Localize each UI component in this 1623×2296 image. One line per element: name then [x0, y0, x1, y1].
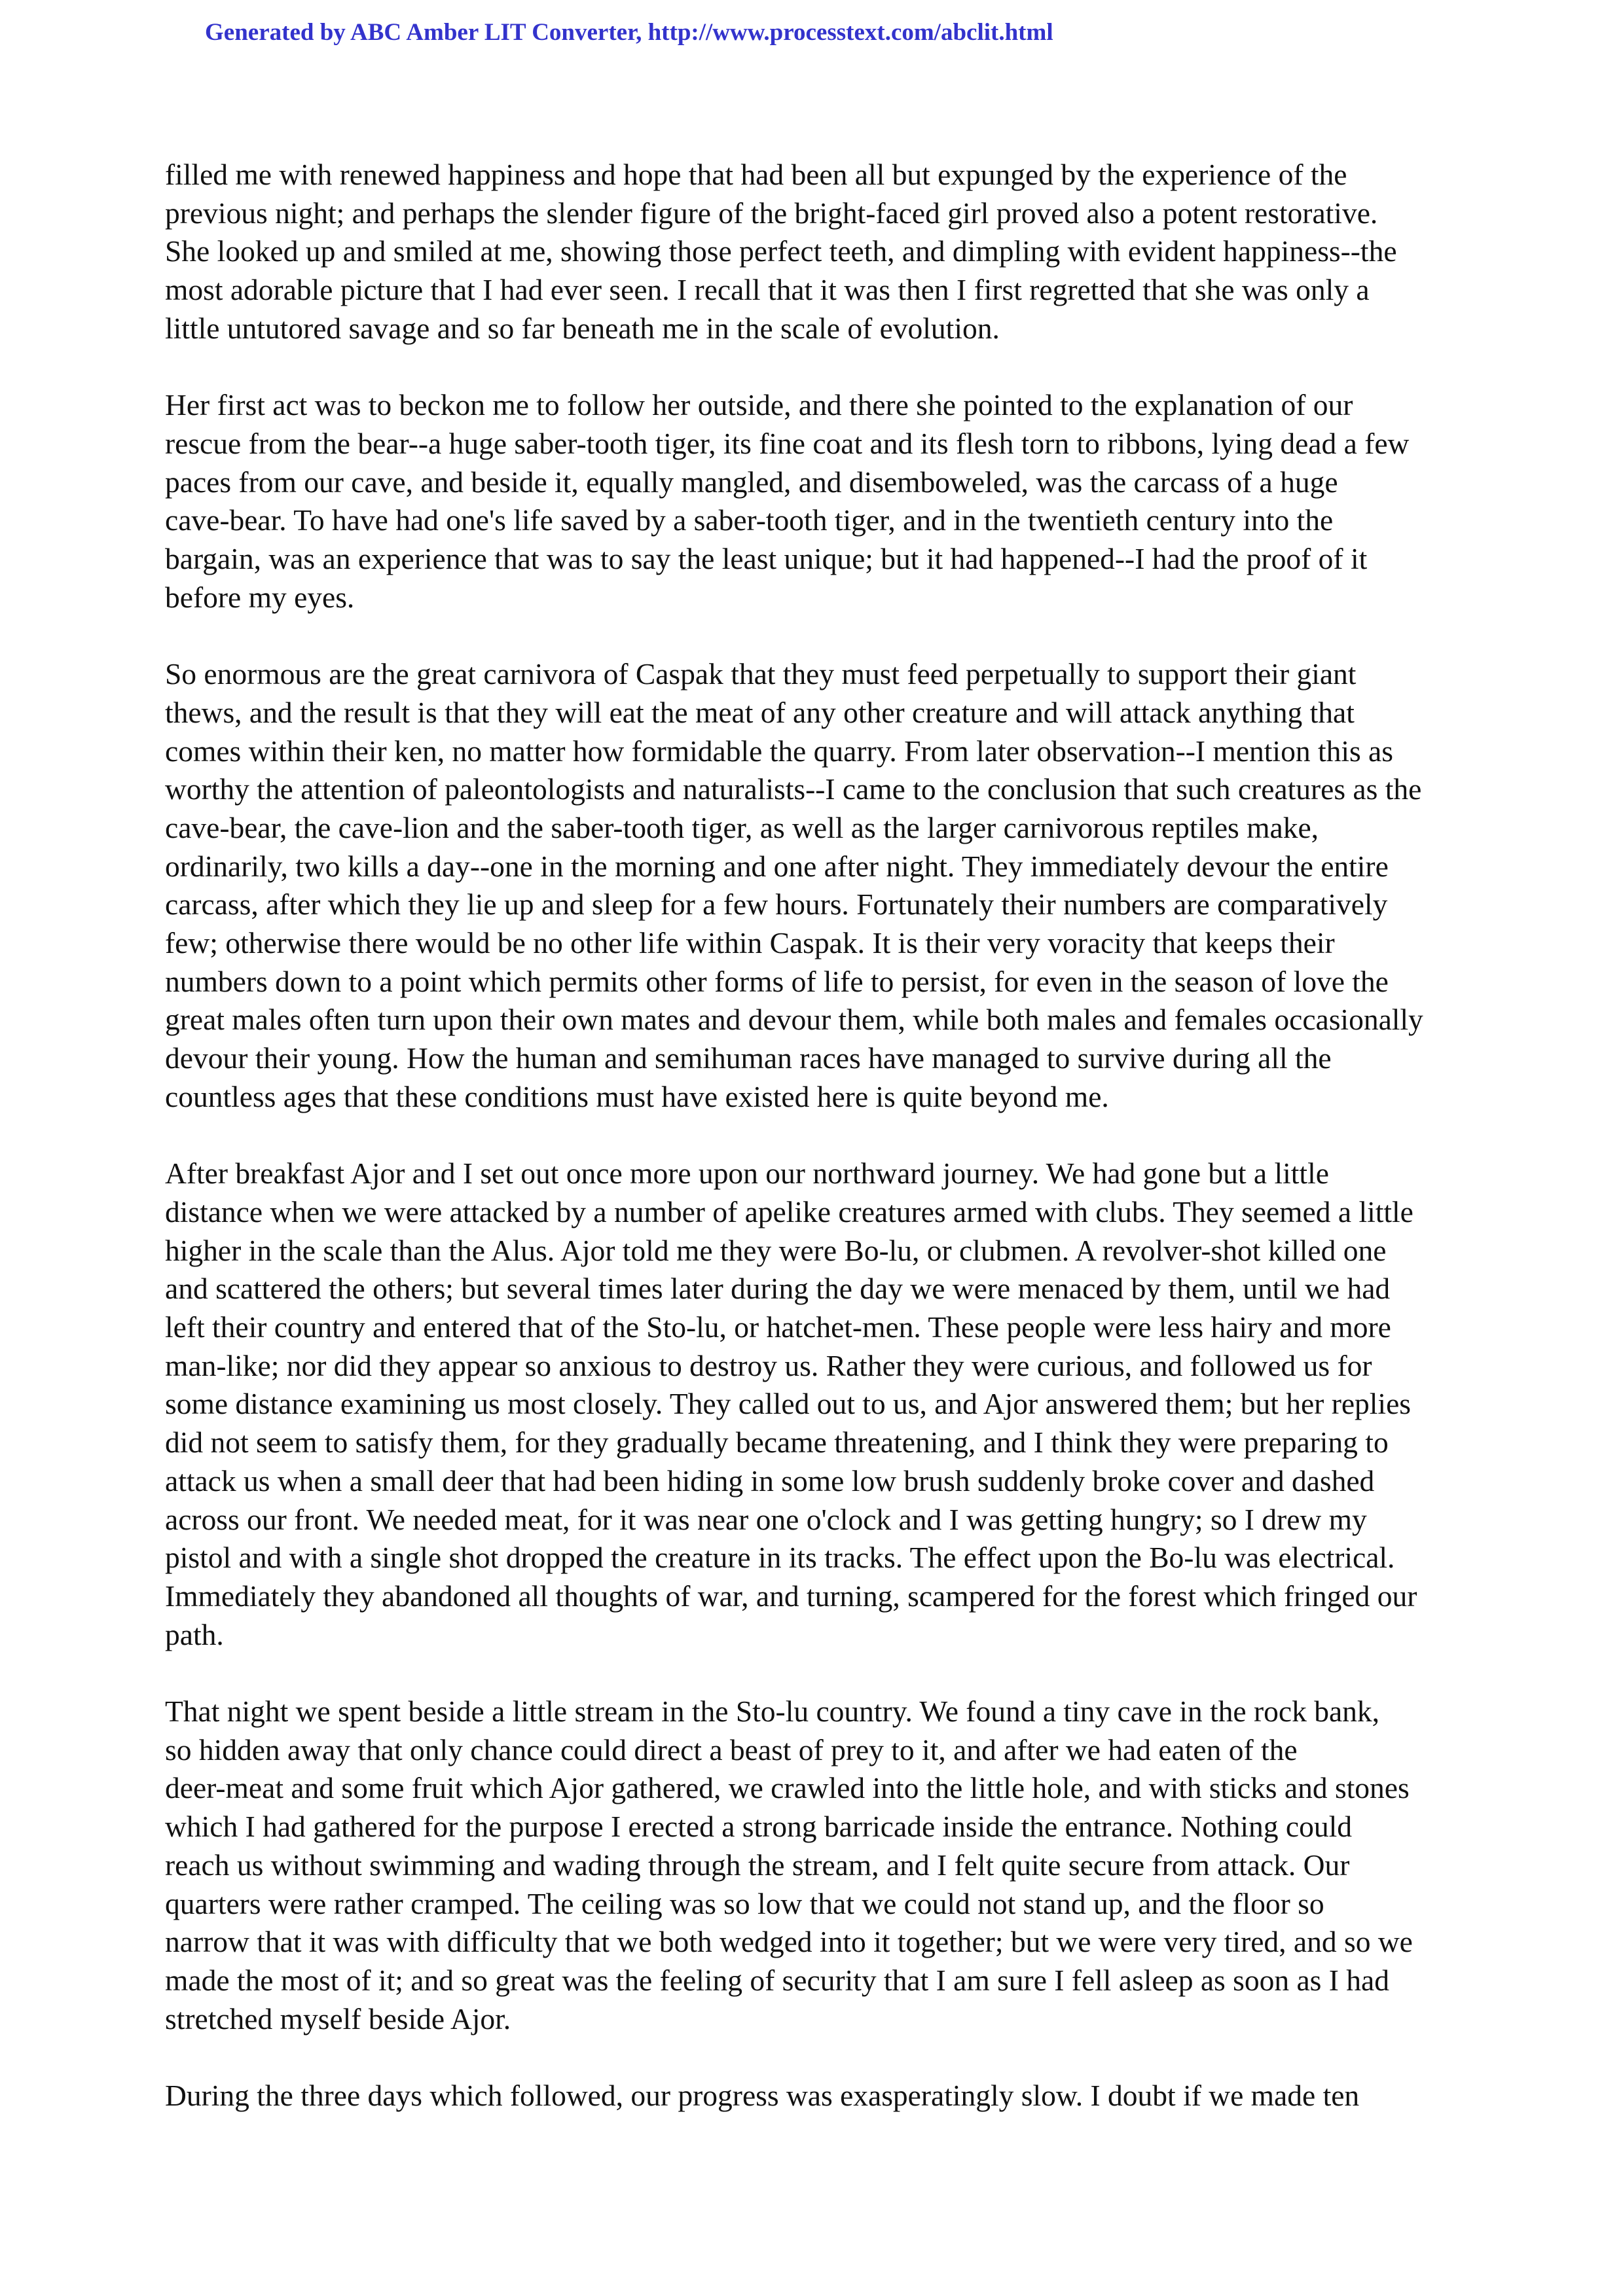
text-line: which I had gathered for the purpose I erected a strong barricade inside the entrance. Nothing could: [165, 1810, 1352, 1844]
paragraph: [165, 386, 1487, 617]
text-line: thews, and the result is that they will eat the meat of any other creature and will attack anything that: [165, 695, 1355, 729]
text-line: did not seem to satisfy them, for they gradually became threatening, and I think they were preparing to: [165, 1426, 1389, 1460]
text-line: carcass, after which they lie up and sleep for a few hours. Fortunately their numbers are comparatively: [165, 888, 1388, 922]
text-line: Immediately they abandoned all thoughts of war, and turning, scampered for the forest which fringed our: [165, 1579, 1417, 1613]
text-line: cave-bear. To have had one's life saved by a saber-tooth tiger, and in the twentieth century into the: [165, 503, 1334, 537]
text-line: previous night; and perhaps the slender figure of the bright-faced girl proved also a potent restorative.: [165, 196, 1378, 230]
text-line: so hidden away that only chance could direct a beast of prey to it, and after we had eaten of the: [165, 1732, 1298, 1767]
text-line: worthy the attention of paleontologists and naturalists--I came to the conclusion that such creatures as the: [165, 772, 1422, 806]
text-line: across our front. We needed meat, for it was near one o'clock and I was getting hungry; so I drew my: [165, 1502, 1367, 1536]
paragraph: [165, 1693, 1487, 2038]
text-line: During the three days which followed, our progress was exasperatingly slow. I doubt if we made ten: [165, 2079, 1360, 2113]
text-line: devour their young. How the human and semihuman races have managed to survive during all the: [165, 1041, 1332, 1075]
text-line: rescue from the bear--a huge saber-tooth tiger, its fine coat and its flesh torn to ribbons, lying dead a few: [165, 426, 1410, 460]
text-line: pistol and with a single shot dropped the creature in its tracks. The effect upon the Bo-lu was electrical.: [165, 1541, 1395, 1575]
text-line: numbers down to a point which permits other forms of life to persist, for even in the season of love the: [165, 964, 1389, 998]
text-line: reach us without swimming and wading through the stream, and I felt quite secure from attack. Our: [165, 1848, 1350, 1882]
paragraph: [165, 1155, 1487, 1654]
text-line: That night we spent beside a little stream in the Sto-lu country. We found a tiny cave in the rock bank,: [165, 1695, 1380, 1729]
text-line: After breakfast Ajor and I set out once more upon our northward journey. We had gone but a little: [165, 1157, 1329, 1191]
text-line: comes within their ken, no matter how formidable the quarry. From later observation--I mention this as: [165, 734, 1393, 768]
text-line: narrow that it was with difficulty that we both wedged into it together; but we were very tired, and so we: [165, 1925, 1413, 1959]
text-line: most adorable picture that I had ever seen. I recall that it was then I first regretted that she was only a: [165, 273, 1370, 307]
text-line: ordinarily, two kills a day--one in the morning and one after night. They immediately devour the entire: [165, 849, 1389, 883]
text-line: and scattered the others; but several times later during the day we were menaced by them, until we had: [165, 1272, 1391, 1306]
text-line: man-like; nor did they appear so anxious to destroy us. Rather they were curious, and followed us for: [165, 1348, 1372, 1382]
text-line: left their country and entered that of the Sto-lu, or hatchet-men. These people were less hairy and more: [165, 1310, 1391, 1344]
text-line: cave-bear, the cave-lion and the saber-tooth tiger, as well as the larger carnivorous reptiles make,: [165, 810, 1319, 844]
text-line: She looked up and smiled at me, showing those perfect teeth, and dimpling with evident happiness--the: [165, 234, 1397, 268]
text-line: countless ages that these conditions must have existed here is quite beyond me.: [165, 1079, 1109, 1113]
converter-header: Generated by ABC Amber LIT Converter, http://www.processtext.com/abclit.html: [205, 19, 1053, 46]
text-line: bargain, was an experience that was to say the least unique; but it had happened--I had the proof of it: [165, 542, 1368, 576]
text-line: deer-meat and some fruit which Ajor gathered, we crawled into the little hole, and with sticks and stones: [165, 1771, 1410, 1805]
text-line: little untutored savage and so far beneath me in the scale of evolution.: [165, 311, 1000, 345]
paragraph: [165, 655, 1487, 1116]
text-line: filled me with renewed happiness and hope that had been all but expunged by the experience of the: [165, 158, 1347, 191]
text-line: stretched myself beside Ajor.: [165, 2001, 511, 2036]
text-line: attack us when a small deer that had been hiding in some low brush suddenly broke cover and dashed: [165, 1463, 1375, 1498]
document-body: [165, 156, 1487, 2153]
text-line: path.: [165, 1617, 224, 1651]
text-line: higher in the scale than the Alus. Ajor told me they were Bo-lu, or clubmen. A revolver-shot killed one: [165, 1233, 1387, 1267]
text-line: some distance examining us most closely. They called out to us, and Ajor answered them; but her replies: [165, 1387, 1411, 1421]
paragraph: [165, 2077, 1487, 2115]
text-line: made the most of it; and so great was the feeling of security that I am sure I fell asleep as soon as I had: [165, 1963, 1389, 1997]
text-line: Her first act was to beckon me to follow her outside, and there she pointed to the explanation of our: [165, 388, 1353, 422]
text-line: So enormous are the great carnivora of Caspak that they must feed perpetually to support their giant: [165, 657, 1357, 691]
text-line: paces from our cave, and beside it, equally mangled, and disemboweled, was the carcass of a huge: [165, 465, 1338, 499]
text-line: before my eyes.: [165, 580, 355, 614]
text-line: great males often turn upon their own mates and devour them, while both males and females occasionally: [165, 1003, 1423, 1037]
text-line: distance when we were attacked by a number of apelike creatures armed with clubs. They seemed a little: [165, 1194, 1413, 1229]
text-line: quarters were rather cramped. The ceiling was so low that we could not stand up, and the floor so: [165, 1886, 1324, 1920]
paragraph: [165, 156, 1487, 348]
text-line: few; otherwise there would be no other life within Caspak. It is their very voracity that keeps their: [165, 926, 1335, 960]
